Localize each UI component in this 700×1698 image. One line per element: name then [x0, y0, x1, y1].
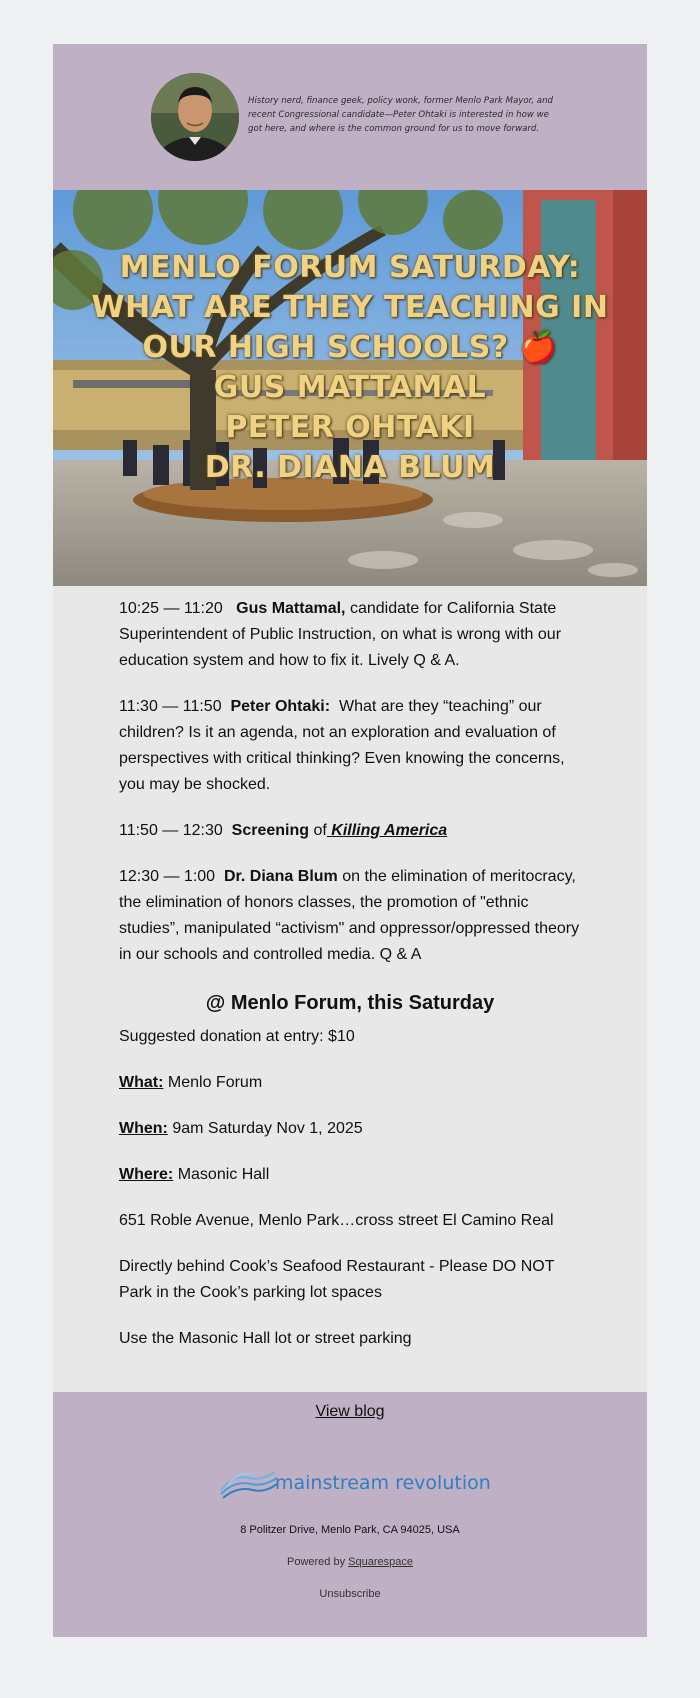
- hero-banner: [53, 190, 647, 586]
- what-value: Menlo Forum: [167, 1074, 263, 1091]
- schedule-item: [119, 694, 581, 798]
- author-bio: History nerd, finance geek, policy wonk, former Menlo Park Mayor, and recent Congressional candidate—Peter Ohtaki is interested in how we got here, and where is the common ground for us to move forward.: [248, 96, 553, 134]
- schedule-speaker: Peter Ohtaki:: [230, 698, 331, 715]
- when-value: 9am Saturday Nov 1, 2025: [172, 1120, 363, 1137]
- when-label: When:: [119, 1120, 168, 1137]
- schedule-speaker: Dr. Diana Blum: [223, 868, 338, 885]
- schedule-connector: of: [313, 822, 327, 839]
- schedule-text: What are they “teaching” our children? Is it an agenda, not an exploration and evaluation of perspectives with critical thinking? Even knowing the concerns, you may be shocked.: [119, 698, 565, 793]
- schedule-speaker: Screening: [231, 822, 310, 839]
- email-container: [53, 44, 647, 1637]
- powered-prefix: Powered by: [287, 1556, 346, 1568]
- parking-note: Directly behind Cook’s Seafood Restaurant - Please DO NOT Park in the Cook’s parking lot spaces: [119, 1258, 555, 1301]
- parking-alt: Use the Masonic Hall lot or street parking: [119, 1330, 412, 1347]
- venue-address: 651 Roble Avenue, Menlo Park…cross street El Camino Real: [119, 1212, 554, 1229]
- hero-title: [53, 248, 647, 488]
- footer-address: 8 Politzer Drive, Menlo Park, CA 94025, USA: [240, 1524, 460, 1536]
- where-line: [119, 1162, 581, 1188]
- brand-logo[interactable]: [219, 1464, 491, 1504]
- schedule-text: on the elimination of meritocracy, the elimination of honors classes, the promotion of "ethnic studies”, manipulated “activism" and oppressor/oppressed theory in our schools and controlled media. Q & A: [119, 868, 580, 963]
- what-line: [119, 1070, 581, 1096]
- view-blog-link[interactable]: View blog: [315, 1403, 385, 1420]
- where-value: Masonic Hall: [177, 1166, 270, 1183]
- schedule-time: 11:50 — 12:30: [119, 822, 223, 839]
- unsubscribe-link[interactable]: Unsubscribe: [319, 1588, 381, 1600]
- wave-icon: [219, 1464, 279, 1504]
- hero-title-line: DR. DIANA BLUM: [204, 450, 496, 485]
- schedule-speaker: Gus Mattamal,: [236, 600, 346, 617]
- hero-title-line: PETER OHTAKI: [225, 410, 475, 445]
- schedule-item: [119, 818, 581, 844]
- hero-title-line: MENLO FORUM SATURDAY:: [119, 250, 581, 285]
- schedule-time: 10:25 — 11:20: [119, 600, 223, 617]
- hero-title-line: WHAT ARE THEY TEACHING IN: [91, 290, 609, 325]
- schedule-time: 12:30 — 1:00: [119, 868, 216, 885]
- schedule-time: 11:30 — 11:50: [119, 698, 222, 715]
- hero-title-line: GUS MATTAMAL: [213, 370, 487, 405]
- film-title: Killing America: [331, 822, 448, 839]
- hero-title-line: OUR HIGH SCHOOLS? 🍎: [142, 330, 558, 365]
- email-body: [53, 586, 647, 1392]
- email-footer: [53, 1392, 647, 1637]
- powered-by: [53, 1556, 647, 1568]
- where-label: Where:: [119, 1166, 174, 1183]
- when-line: [119, 1116, 581, 1142]
- venue-heading: @ Menlo Forum, this Saturday: [205, 992, 495, 1014]
- what-label: What:: [119, 1074, 164, 1091]
- schedule-item: [119, 596, 581, 674]
- schedule-text: candidate for California State Superintendent of Public Instruction, on what is wrong with our education system and how to fix it. Lively Q & A.: [119, 600, 562, 669]
- logo-text: mainstream revolution: [275, 1472, 491, 1494]
- film-title-link[interactable]: [327, 822, 447, 839]
- email-header: [53, 44, 647, 190]
- donation-note: Suggested donation at entry: $10: [119, 1028, 355, 1045]
- author-avatar: [151, 73, 239, 161]
- schedule-item: [119, 864, 581, 968]
- squarespace-link[interactable]: Squarespace: [348, 1556, 413, 1568]
